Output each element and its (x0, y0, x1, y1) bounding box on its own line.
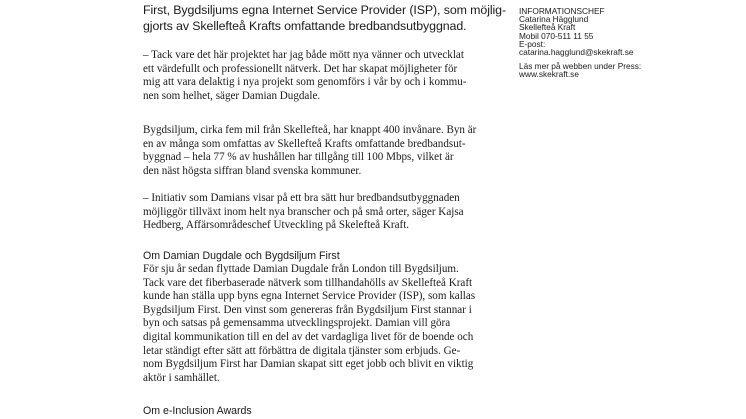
paragraph-line: nen som helhet, säger Damian Dugdale. (143, 89, 321, 102)
paragraph-line: digital kommunikation till en del av det vardagliga livet för de boende och (143, 330, 474, 343)
intro-text (143, 2, 515, 34)
paragraph-line: Hedberg, Affärsområdeschef Utveckling på Skelefteå Kraft. (143, 219, 410, 232)
paragraph-line: ett värdefullt och professionellt nätverk. Det har skapat möjligheter för (143, 62, 458, 75)
contact-title: INFORMATIONSCHEF (519, 6, 605, 16)
paragraph-line: en av många som omfattas av Skellefteå Krafts omfattande bredbandsut- (143, 137, 466, 150)
about-damian-paragraph (143, 263, 508, 385)
contact-name: Catarina Hägglund (519, 14, 589, 25)
paragraph-line: aktör i samhället. (143, 371, 220, 384)
paragraph-line: För sju år sedan flyttade Damian Dugdale från London till Bygdsiljum. (143, 263, 459, 275)
paragraph-line: den näst högsta siffran bland svenska kommuner. (143, 164, 362, 177)
paragraph-line: nom Bygdsiljum First har Damian skapat sitt eget jobb och blivit en viktig (143, 358, 474, 371)
quote-kajsa-paragraph (143, 192, 508, 233)
paragraph-line: byggnad – hela 77 % av hushållen har tillgång till 100 Mbps, vilket är (143, 151, 454, 164)
contact-block (519, 7, 634, 56)
quote-damian-paragraph (143, 49, 508, 103)
paragraph-line: byn och satsas på gemensamma utvecklingsprojekt. Damian vill göra (143, 317, 451, 330)
paragraph-line: letar ständigt efter sätt att förbättra de digitala tjänster som erbjuds. Ge- (143, 344, 461, 357)
contact-company: Skellefteå Kraft (519, 22, 576, 33)
contact-phone: Mobil 070-511 11 55 (519, 30, 594, 41)
web-block (519, 62, 641, 78)
paragraph-line: – Tack vare det här projektet har jag både mött nya vänner och utvecklat (143, 49, 464, 61)
section-heading-about-damian: Om Damian Dugdale och Bygdsiljum First (143, 250, 340, 262)
paragraph-line: mig att vara delaktig i nya projekt som genomförs i vår by och i kommu- (143, 76, 467, 89)
section-heading-einclusion: Om e-Inclusion Awards (143, 405, 252, 417)
paragraph-line: Bygdsiljum, cirka fem mil från Skellefteå, har knappt 400 invånare. Byn är (143, 124, 477, 136)
web-link: www.skekraft.se (519, 69, 579, 80)
paragraph-line: möjliggör tillväxt inom helt nya branscher och på små orter, säger Kajsa (143, 205, 464, 218)
bygdsiljum-facts-paragraph (143, 124, 508, 178)
contact-email: catarina.hagglund@skekraft.se (519, 47, 634, 58)
intro-line: gjorts av Skellefteå Krafts omfattande bredbandsutbyggnad. (143, 19, 467, 33)
web-text: Läs mer på webben under Press: (519, 61, 642, 71)
contact-email-label: E-post: (519, 38, 546, 49)
paragraph-line: kunde han ställa upp byns egna Internet Service Provider (ISP), som kallas (143, 290, 476, 303)
paragraph-line: – Initiativ som Damians visar på ett bra sätt hur bredbandsutbyggnaden (143, 192, 460, 204)
paragraph-line: Tack vare det fiberbaserade nätverk som tillhandahölls av Skellefteå Kraft (143, 276, 473, 289)
paragraph-line: Bygdsiljum First. Den vinst som genereras från Bygdsiljum First stannar i (143, 303, 472, 316)
intro-line: First, Bygdsiljums egna Internet Service Provider (ISP), som möjlig- (143, 3, 506, 17)
